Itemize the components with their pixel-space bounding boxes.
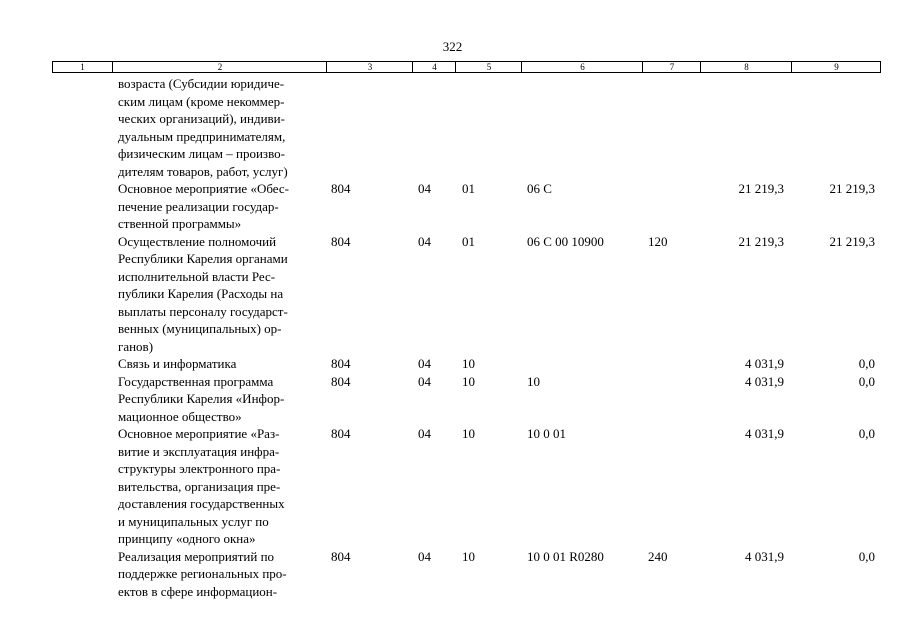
row-name-line: Осуществление полномочий xyxy=(118,233,277,249)
row-name-line: витие и эксплуатация инфра- xyxy=(118,443,280,459)
row-name-line: дуальным предпринимателям, xyxy=(118,128,286,144)
row-col-3: 804 xyxy=(331,426,351,441)
row-col-4: 04 xyxy=(418,181,431,196)
row-name xyxy=(118,425,328,548)
row-name-line: поддержке региональных про- xyxy=(118,566,287,581)
row-name-line: принципу «одного окна» xyxy=(118,531,256,546)
row-col-6: 06 С 00 10900 xyxy=(527,233,604,249)
row-col-3: 804 xyxy=(331,233,351,249)
row-col-9: 0,0 xyxy=(858,426,875,441)
row-name-line: венных (муниципальных) ор- xyxy=(118,321,282,336)
row-name xyxy=(118,548,328,601)
row-col-8: 4 031,9 xyxy=(745,548,784,564)
row-name xyxy=(118,355,328,373)
row-name xyxy=(118,75,328,180)
row-col-4: 04 xyxy=(418,373,431,389)
row-name xyxy=(118,373,328,426)
table-header xyxy=(52,61,881,73)
row-name-line: ганов) xyxy=(118,338,154,354)
header-col-5: 5 xyxy=(455,62,522,72)
header-col-7: 7 xyxy=(642,62,701,72)
row-name-line: возраста (Субсидии юридиче- xyxy=(118,76,285,91)
row-name-line: ектов в сфере информацион- xyxy=(118,583,278,599)
row-col-9: 0,0 xyxy=(858,356,875,371)
row-col-8: 4 031,9 xyxy=(745,426,784,441)
row-col-5: 01 xyxy=(462,181,475,196)
row-col-3: 804 xyxy=(331,356,351,371)
row-name-line: физическим лицам – произво- xyxy=(118,146,285,161)
header-col-9: 9 xyxy=(791,62,881,72)
header-col-2: 2 xyxy=(112,62,327,72)
row-col-8: 21 219,3 xyxy=(738,233,784,249)
row-name xyxy=(118,180,328,233)
row-col-9: 21 219,3 xyxy=(829,233,875,249)
row-name-line: Республики Карелия органами xyxy=(118,251,288,266)
row-col-4: 04 xyxy=(418,426,431,441)
header-col-6: 6 xyxy=(521,62,643,72)
row-name-line: доставления государственных xyxy=(118,496,285,511)
row-col-9: 0,0 xyxy=(858,548,875,564)
row-col-6: 06 С xyxy=(527,181,552,196)
row-name-line: структуры электронного пра- xyxy=(118,461,281,476)
row-col-8: 21 219,3 xyxy=(738,181,784,196)
row-name xyxy=(118,233,328,356)
row-col-8: 4 031,9 xyxy=(745,356,784,371)
row-name-line: Основное мероприятие «Обес- xyxy=(118,181,289,196)
row-col-6: 10 xyxy=(527,373,540,389)
row-name-line: ским лицам (кроме некоммер- xyxy=(118,93,285,109)
row-name-line: публики Карелия (Расходы на xyxy=(118,286,284,301)
row-name-line: вительства, организация пре- xyxy=(118,478,281,494)
row-col-8: 4 031,9 xyxy=(745,373,784,389)
header-col-4: 4 xyxy=(412,62,456,72)
row-name-line: Связь и информатика xyxy=(118,356,237,371)
row-name-line: ческих организаций), индиви- xyxy=(118,111,285,126)
row-name-line: исполнительной власти Рес- xyxy=(118,268,276,284)
row-col-3: 804 xyxy=(331,373,351,389)
row-col-9: 21 219,3 xyxy=(829,181,875,196)
header-col-3: 3 xyxy=(326,62,413,72)
page-number: 322 xyxy=(442,39,463,54)
row-col-9: 0,0 xyxy=(858,373,875,389)
row-name-line: Реализация мероприятий по xyxy=(118,548,275,564)
row-col-5: 10 xyxy=(462,548,475,564)
row-col-6: 10 0 01 xyxy=(527,426,566,441)
row-name-line: Основное мероприятие «Раз- xyxy=(118,426,280,441)
row-col-4: 04 xyxy=(418,356,431,371)
row-col-3: 804 xyxy=(331,548,351,564)
row-col-6: 10 0 01 R0280 xyxy=(527,548,604,564)
row-col-5: 10 xyxy=(462,373,475,389)
row-name-line: мационное общество» xyxy=(118,408,242,424)
row-name-line: выплаты персоналу государст- xyxy=(118,303,288,319)
row-col-5: 10 xyxy=(462,426,475,441)
row-name-line: печение реализации государ- xyxy=(118,198,279,214)
row-col-3: 804 xyxy=(331,181,351,196)
row-name-line: ственной программы» xyxy=(118,216,242,231)
row-name-line: Республики Карелия «Инфор- xyxy=(118,391,285,406)
row-col-5: 01 xyxy=(462,233,475,249)
row-col-7: 240 xyxy=(648,548,668,564)
row-col-4: 04 xyxy=(418,233,431,249)
row-name-line: Государственная программа xyxy=(118,373,274,389)
row-name-line: и муниципальных услуг по xyxy=(118,513,269,529)
row-col-4: 04 xyxy=(418,548,431,564)
header-col-8: 8 xyxy=(700,62,792,72)
row-col-5: 10 xyxy=(462,356,475,371)
row-col-7: 120 xyxy=(648,233,668,249)
row-name-line: дителям товаров, работ, услуг) xyxy=(118,163,288,179)
header-col-1: 1 xyxy=(80,62,85,72)
